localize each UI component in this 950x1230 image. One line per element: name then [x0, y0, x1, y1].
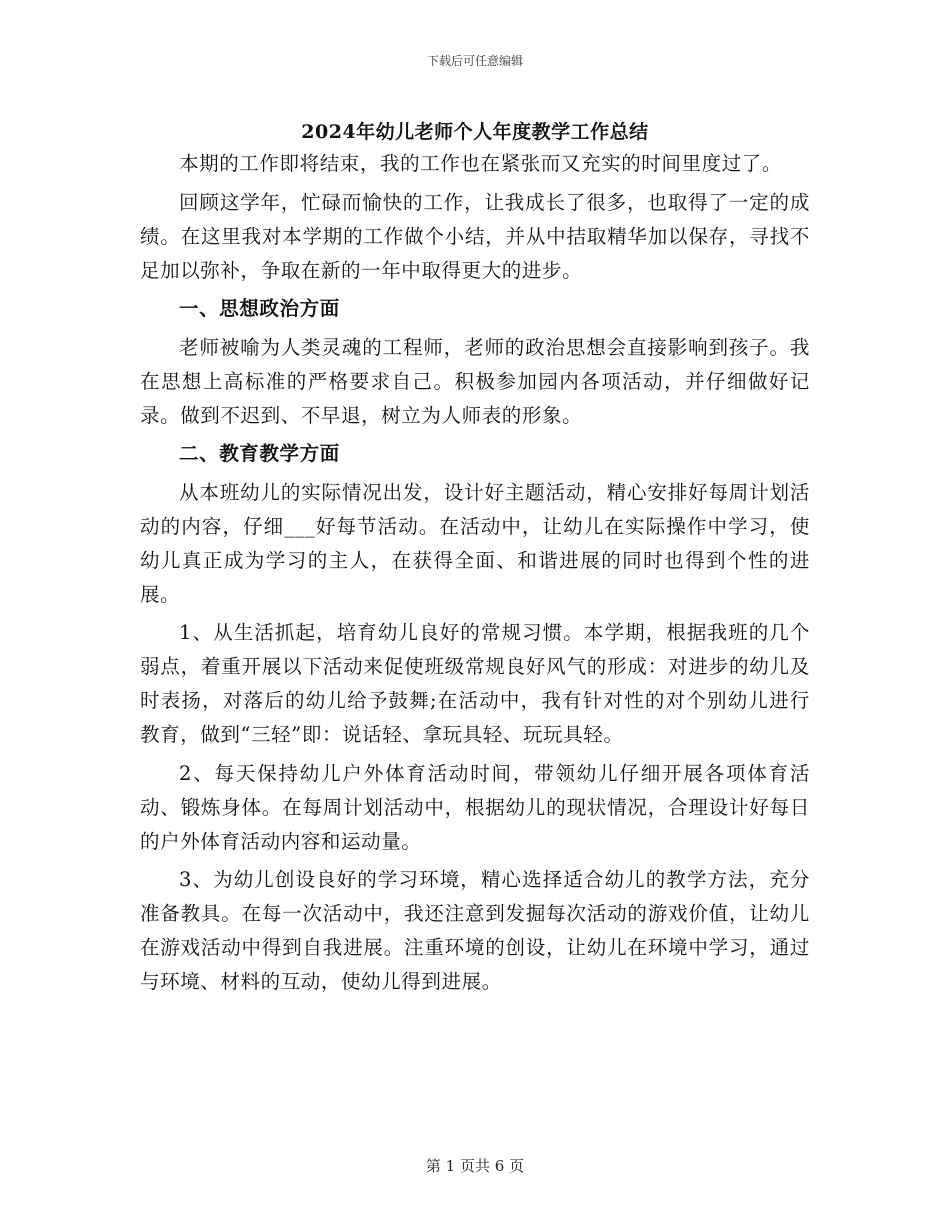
paragraph-review: 回顾这学年，忙碌而愉快的工作，让我成长了很多，也取得了一定的成绩。在这里我对本学期的工作做个小结，并从中拮取精华加以保存，寻找不足加以弥补，争取在新的一年中取得更大的进步。	[140, 190, 810, 282]
section-heading-political: 一、思想政治方面	[179, 297, 340, 320]
paragraph-political: 老师被喻为人类灵魂的工程师，老师的政治思想会直接影响到孩子。我在思想上高标准的严格要求自己。积极参加园内各项活动，并仔细做好记录。做到不迟到、不早退，树立为人师表的形象。	[140, 335, 810, 427]
paragraph-item-2: 2、每天保持幼儿户外体育活动时间，带领幼儿仔细开展各项体育活动、锻炼身体。在每周计划活动中，根据幼儿的现状情况，合理设计好每日的户外体育活动内容和运动量。	[140, 761, 810, 853]
document-title: 2024年幼儿老师个人年度教学工作总结	[301, 121, 649, 143]
paragraph-item-3: 3、为幼儿创设良好的学习环境，精心选择适合幼儿的教学方法，充分准备教具。在每一次活动中，我还注意到发掘每次活动的游戏价值，让幼儿在游戏活动中得到自我进展。注重环境的创设，让幼儿在环境中学习，通过与环境、材料的互动，使幼儿得到进展。	[140, 868, 810, 993]
paragraph-intro: 本期的工作即将结束，我的工作也在紧张而又充实的时间里度过了。	[179, 152, 783, 175]
document-body	[140, 147, 810, 1004]
paragraph-teaching: 从本班幼儿的实际情况出发，设计好主题活动，精心安排好每周计划活动的内容，仔细___好每节活动。在活动中，让幼儿在实际操作中学习，使幼儿真正成为学习的主人，在获得全面、和谐进展的同时也得到个性的进展。	[140, 480, 810, 606]
header-note: 下载后可任意编辑	[426, 54, 523, 68]
paragraph-item-1: 1、从生活抓起，培育幼儿良好的常规习惯。本学期，根据我班的几个弱点，着重开展以下活动来促使班级常规良好风气的形成：对进步的幼儿及时表扬，对落后的幼儿给予鼓舞;在活动中，我有针对性的对个别幼儿进行教育，做到“三轻”即：说话轻、拿玩具轻、玩玩具轻。	[140, 621, 810, 746]
section-heading-teaching: 二、教育教学方面	[179, 442, 340, 465]
page-indicator: 第 1 页共 6 页	[425, 1157, 525, 1175]
